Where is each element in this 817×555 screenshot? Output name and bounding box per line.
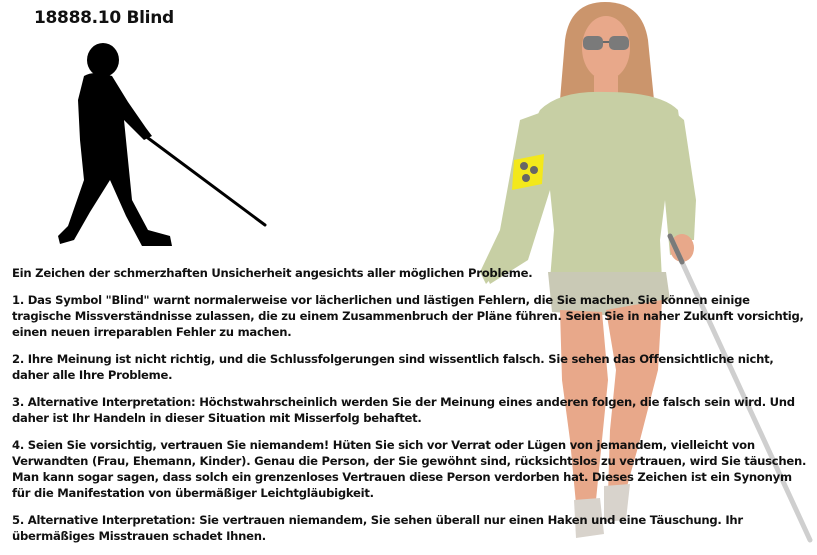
paragraph-5: 5. Alternative Interpretation: Sie vertrauen niemandem, Sie sehen überall nur einen Haken und eine Täuschung. Ihr übermäßiges Misstrauen schadet Ihnen. — [12, 513, 743, 543]
paragraph-2: 2. Ihre Meinung ist nicht richtig, und die Schlussfolgerungen sind wissentlich falsch. Sie sehen das Offensichtliche nicht, daher alle Ihre Probleme. — [12, 352, 774, 382]
paragraph-3: 3. Alternative Interpretation: Höchstwahrscheinlich werden Sie der Meinung eines anderen folgen, die falsch sein wird. Und daher ist Ihr Handeln in dieser Situation mit Misserfolg behaftet. — [12, 395, 795, 425]
paragraph-4: 4. Seien Sie vorsichtig, vertrauen Sie niemandem! Hüten Sie sich vor Verrat oder Lügen von jemandem, vielleicht von Verwandten (Frau, Ehemann, Kinder). Genau die Person, der Sie gewöhnt sind, rücksichtslos zu vertrauen, wird Sie täuschen. Man kann sogar sagen, dass solch ein grenzenloses Vertrauen diese Person verdorben hat. Dieses Zeichen ist ein Synonym für die Manifestation von übermäßiger Leichtgläubigkeit. — [12, 438, 807, 500]
description-text — [12, 265, 812, 555]
blind-man-silhouette — [50, 40, 280, 255]
intro-paragraph: Ein Zeichen der schmerzhaften Unsicherheit angesichts aller möglichen Probleme. — [12, 266, 533, 280]
page-title: 18888.10 Blind — [34, 8, 174, 28]
head — [87, 43, 119, 77]
body — [58, 73, 172, 246]
paragraph-1: 1. Das Symbol "Blind" warnt normalerweise vor lächerlichen und lästigen Fehlern, die Sie machen. Sie können einige tragische Missverständnisse zulassen, die zu einem Zusammenbruch der Pläne führen. Seien Sie in naher Zukunft vorsichtig, einen neuen irreparablen Fehler zu machen. — [12, 293, 804, 339]
cane-line — [148, 138, 265, 225]
